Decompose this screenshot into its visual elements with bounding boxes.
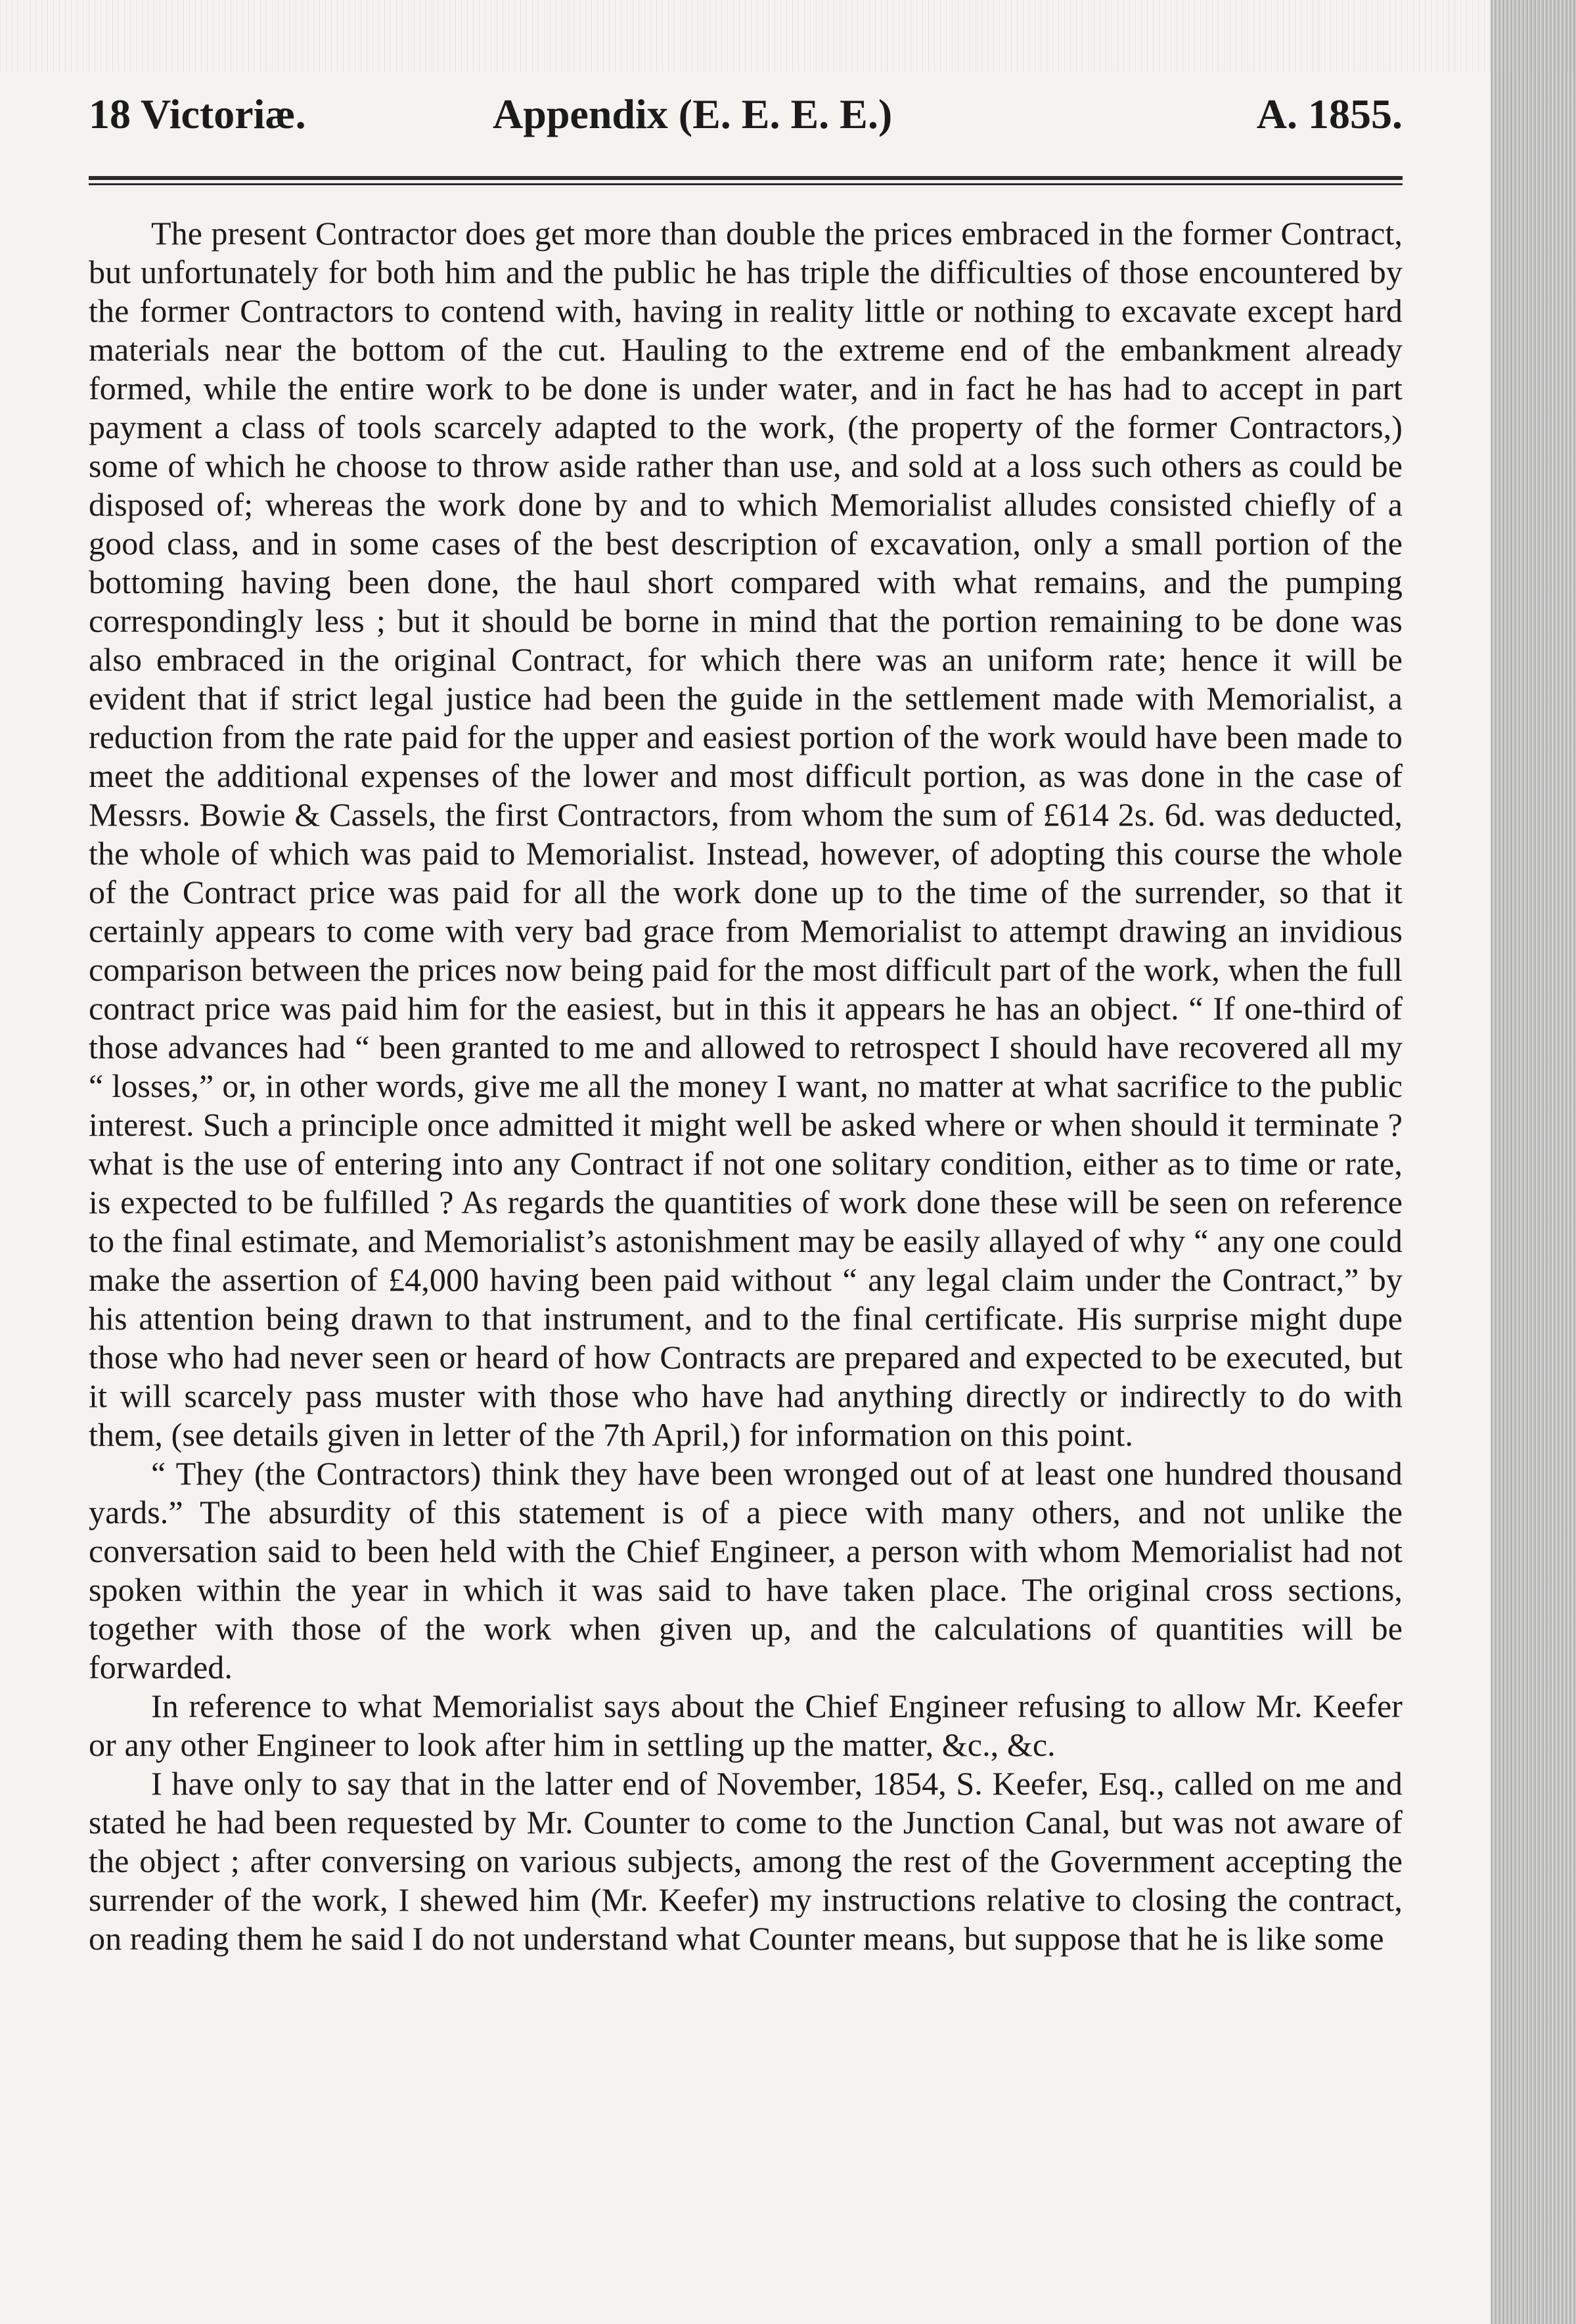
running-header [89, 76, 1403, 153]
header-appendix: Appendix (E. E. E. E.) [493, 91, 893, 137]
scan-noise-top [0, 0, 1576, 72]
document-page [89, 76, 1403, 1958]
scanned-page-edge [1491, 0, 1576, 2324]
paragraph-hundred-thousand-yards: “ They (the Contractors) think they have been wronged out of at least one hundred thousand yards.” The absurdity of this statement is of a piece with many others, and not unlike the conversation said to been held with the Chief Engineer, a person with whom Memorialist had not spoken within the year in which it was said to have taken place. The original cross sections, together with those of the work when given up, and the calculations of quantities will be forwarded. [89, 1455, 1403, 1686]
body-text [89, 214, 1403, 1958]
header-year: A. 1855. [1256, 91, 1403, 137]
paragraph-chief-engineer: In reference to what Memorialist says about the Chief Engineer refusing to allow Mr. Keefer or any other Engineer to look after him in settling up the matter, &c., &c. [89, 1687, 1403, 1763]
header-session: 18 Victoriæ. [89, 91, 306, 137]
header-rule-thin [89, 183, 1403, 185]
paragraph-keefer-visit: I have only to say that in the latter end of November, 1854, S. Keefer, Esq., called on me and stated he had been requested by Mr. Counter to come to the Junction Canal, but was not aware of the object ; after conversing on various subjects, among the rest of the Government accepting the surrender of the work, I shewed him (Mr. Keefer) my instructions relative to closing the contract, on reading them he said I do not understand what Counter means, but suppose that he is like some [89, 1765, 1403, 1957]
paragraph-contract-prices: The present Contractor does get more than double the prices embraced in the former Contract, but unfortunately for both him and the public he has triple the difficulties of those encountered by the former Contractors to contend with, having in reality little or nothing to excavate except hard materials near the bottom of the cut. Hauling to the extreme end of the embankment already formed, while the entire work to be done is under water, and in fact he has had to accept in part payment a class of tools scarcely adapted to the work, (the property of the former Contractors,) some of which he choose to throw aside rather than use, and sold at a loss such others as could be disposed of; whereas the work done by and to which Memorialist alludes consisted chiefly of a good class, and in some cases of the best description of excavation, only a small portion of the bottoming having been done, the haul short compared with what remains, and the pumping correspondingly less ; but it should be borne in mind that the portion remaining to be done was also embraced in the original Contract, for which there was an uniform rate; hence it will be evident that if strict legal justice had been the guide in the settlement made with Memorialist, a reduction from the rate paid for the upper and easiest portion of the work would have been made to meet the additional expenses of the lower and most difficult portion, as was done in the case of Messrs. Bowie & Cassels, the first Contractors, from whom the sum of £614 2s. 6d. was deducted, the whole of which was paid to Memorialist. Instead, however, of adopting this course the whole of the Contract price was paid for all the work done up to the time of the surrender, so that it certainly appears to come with very bad grace from Memorialist to attempt drawing an invidious comparison between the prices now being paid for the most difficult part of the work, when the full contract price was paid him for the easiest, but in this it appears he has an object. “ If one-third of those advances had “ been granted to me and allowed to retrospect I should have recovered all my “ losses,” or, in other words, give me all the money I want, no matter at what sacrifice to the public interest. Such a principle once admitted it might well be asked where or when should it terminate ? what is the use of entering into any Contract if not one solitary condition, either as to time or rate, is expected to be fulfilled ? As regards the quantities of work done these will be seen on reference to the final estimate, and Memorialist’s astonishment may be easily allayed of why “ any one could make the assertion of £4,000 having been paid without “ any legal claim under the Contract,” by his attention being drawn to that instrument, and to the final certificate. His surprise might dupe those who had never seen or heard of how Contracts are prepared and expected to be executed, but it will scarcely pass muster with those who have had anything directly or indirectly to do with them, (see details given in letter of the 7th April,) for information on this point. [89, 215, 1403, 1453]
header-rule-thick [89, 176, 1403, 180]
